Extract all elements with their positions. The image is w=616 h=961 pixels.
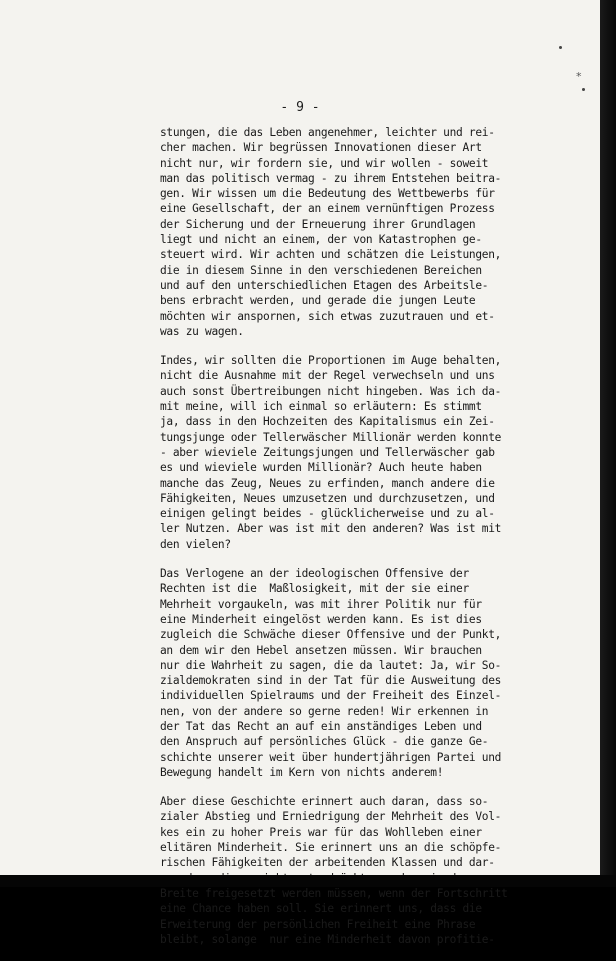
scan-speck [582, 88, 585, 91]
scan-edge-right [600, 0, 616, 887]
scan-edge-bottom [0, 875, 616, 887]
page-number: - 9 - [280, 100, 320, 115]
body-text [160, 125, 580, 961]
paragraph-4: Aber diese Geschichte erinnert auch daran, dass so- zialer Abstieg und Erniedrigung der Mehrheit des Vol- kes ein zu hoher Preis war für das Wohlleben einer elitären Minderheit. Sie erinnert uns an die schöpfe- rischen Fähigkeiten der arbeitenden Klassen und dar- Breite freigesetzt werden müssen, wenn der Fortschritt eine Chance haben soll. Sie erinnert uns, dass die Erweiterung der persönlichen Freiheit eine Phrase bleibt, solange nur eine Minderheit davon profitie- [160, 795, 508, 946]
paragraph-1: stungen, die das Leben angenehmer, leichter und rei- cher machen. Wir begrüssen Innovationen dieser Art nicht nur, wir fordern sie, und wir wollen - soweit man das politisch vermag - zu ihrem Entstehen beitra- gen. Wir wissen um die Bedeutung des Wettbewerbs für eine Gesellschaft, der an einem vernünftigen Prozess der Sicherung und der Erneuerung ihrer Grundlagen liegt und nicht an einem, der von Katastrophen ge- steuert wird. Wir achten und schätzen die Leistungen, die in diesem Sinne in den verschiedenen Bereichen und auf den unterschiedlichen Etagen des Arbeitsle- bens erbracht werden, und gerade die jungen Leute möchten wir anspornen, sich etwas zuzutrauen und et- was zu wagen. [160, 126, 502, 338]
scan-speck [559, 46, 562, 49]
margin-mark: * [576, 70, 582, 83]
paragraph-3: Das Verlogene an der ideologischen Offensive der Rechten ist die Maßlosigkeit, mit der sie einer Mehrheit vorgaukeln, was mit ihrer Politik nur für eine Minderheit eingelöst werden kann. Es ist dies zugleich die Schwäche dieser Offensive und der Punkt, an dem wir den Hebel ansetzen müssen. Wir brauchen nur die Wahrheit zu sagen, die da lautet: Ja, wir So- zialdemokraten sind in der Tat für die Ausweitung des individuellen Spielraums und der Freiheit des Einzel- nen, von der andere so gerne reden! Wir erkennen in der Tat das Recht an auf ein anständiges Leben und den Anspruch auf persönliches Glück - die ganze Ge- schichte unserer weit über hundertjährigen Partei und Bewegung handelt im Kern von nichts anderem! [160, 567, 502, 779]
paragraph-2: Indes, wir sollten die Proportionen im Auge behalten, nicht die Ausnahme mit der Regel verwechseln und uns auch sonst Übertreibungen nicht hingeben. Was ich da- mit meine, will ich einmal so erläutern: Es stimmt ja, dass in den Hochzeiten des Kapitalismus ein Zei- tungsjunge oder Tellerwäscher Millionär werden konnte - aber wieviele Zeitungsjungen und Tellerwäscher gab es und wieviele wurden Millionär? Auch heute haben manche das Zeug, Neues zu erfinden, manch andere die Fähigkeiten, Neues umzusetzen und durchzusetzen, und einigen gelingt beides - glücklicherweise und zu al- ler Nutzen. Aber was ist mit den anderen? Was ist mit den vielen? [160, 354, 502, 551]
